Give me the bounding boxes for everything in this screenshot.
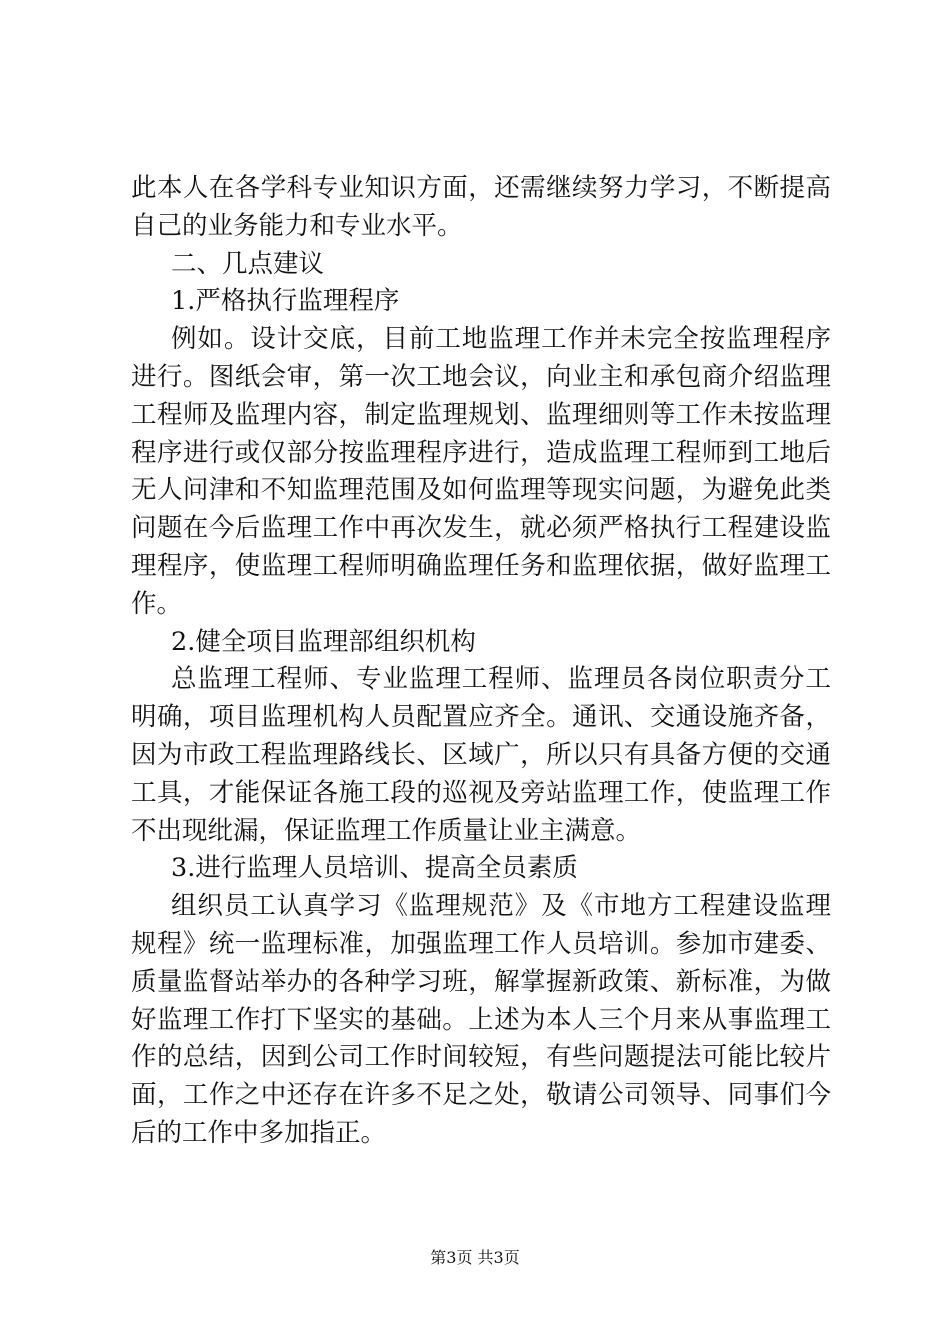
text-line: 不出现纰漏，保证监理工作质量让业主满意。 (131, 815, 642, 846)
subsection-heading: 3.进行监理人员培训、提高全员素质 (171, 853, 578, 884)
text-line: 进行。图纸会审，第一次工地会议，向业主和承包商介绍监理 (131, 361, 831, 392)
document-body (131, 170, 831, 1153)
text-line: 面，工作之中还存在许多不足之处，敬请公司领导、同事们今 (131, 1080, 831, 1111)
text-line: 质量监督站举办的各种学习班，解掌握新政策、新标准，为做 (131, 966, 831, 997)
text-line: 例如。设计交底，目前工地监理工作并未完全按监理程序 (171, 324, 831, 355)
text-line: 工具，才能保证各施工段的巡视及旁站监理工作，使监理工作 (131, 777, 831, 808)
text-line: 规程》统一监理标准，加强监理工作人员培训。参加市建委、 (131, 928, 831, 959)
page-footer (0, 1245, 950, 1268)
text-line: 明确，项目监理机构人员配置应齐全。通讯、交通设施齐备， (131, 702, 831, 733)
text-line: 此本人在各学科专业知识方面，还需继续努力学习，不断提高 (131, 173, 831, 203)
subsection-heading: 2.健全项目监理部组织机构 (171, 626, 476, 657)
text-line: 组织员工认真学习《监理规范》及《市地方工程建设监理 (171, 891, 831, 922)
subsection-heading: 1.严格执行监理程序 (171, 286, 400, 317)
page-number-label: 第3页 共3页 (430, 1248, 520, 1267)
text-line: 好监理工作打下坚实的基础。上述为本人三个月来从事监理工 (131, 1004, 831, 1035)
text-line: 理程序，使监理工程师明确监理任务和监理依据，做好监理工 (131, 550, 831, 581)
text-line: 后的工作中多加指正。 (131, 1117, 387, 1148)
section-heading: 二、几点建议 (171, 248, 325, 279)
text-line: 程序进行或仅部分按监理程序进行，造成监理工程师到工地后 (131, 437, 831, 468)
text-line: 自己的业务能力和专业水平。 (131, 210, 463, 241)
text-line: 总监理工程师、专业监理工程师、监理员各岗位职责分工 (171, 664, 831, 695)
text-line: 工程师及监理内容，制定监理规划、监理细则等工作未按监理 (131, 399, 831, 430)
text-line: 作的总结，因到公司工作时间较短，有些问题提法可能比较片 (131, 1042, 831, 1073)
text-line: 问题在今后监理工作中再次发生，就必须严格执行工程建设监 (131, 513, 831, 544)
text-line: 无人问津和不知监理范围及如何监理等现实问题，为避免此类 (131, 475, 831, 506)
text-line: 作。 (131, 588, 183, 619)
text-line: 因为市政工程监理路线长、区域广，所以只有具备方便的交通 (131, 739, 831, 770)
